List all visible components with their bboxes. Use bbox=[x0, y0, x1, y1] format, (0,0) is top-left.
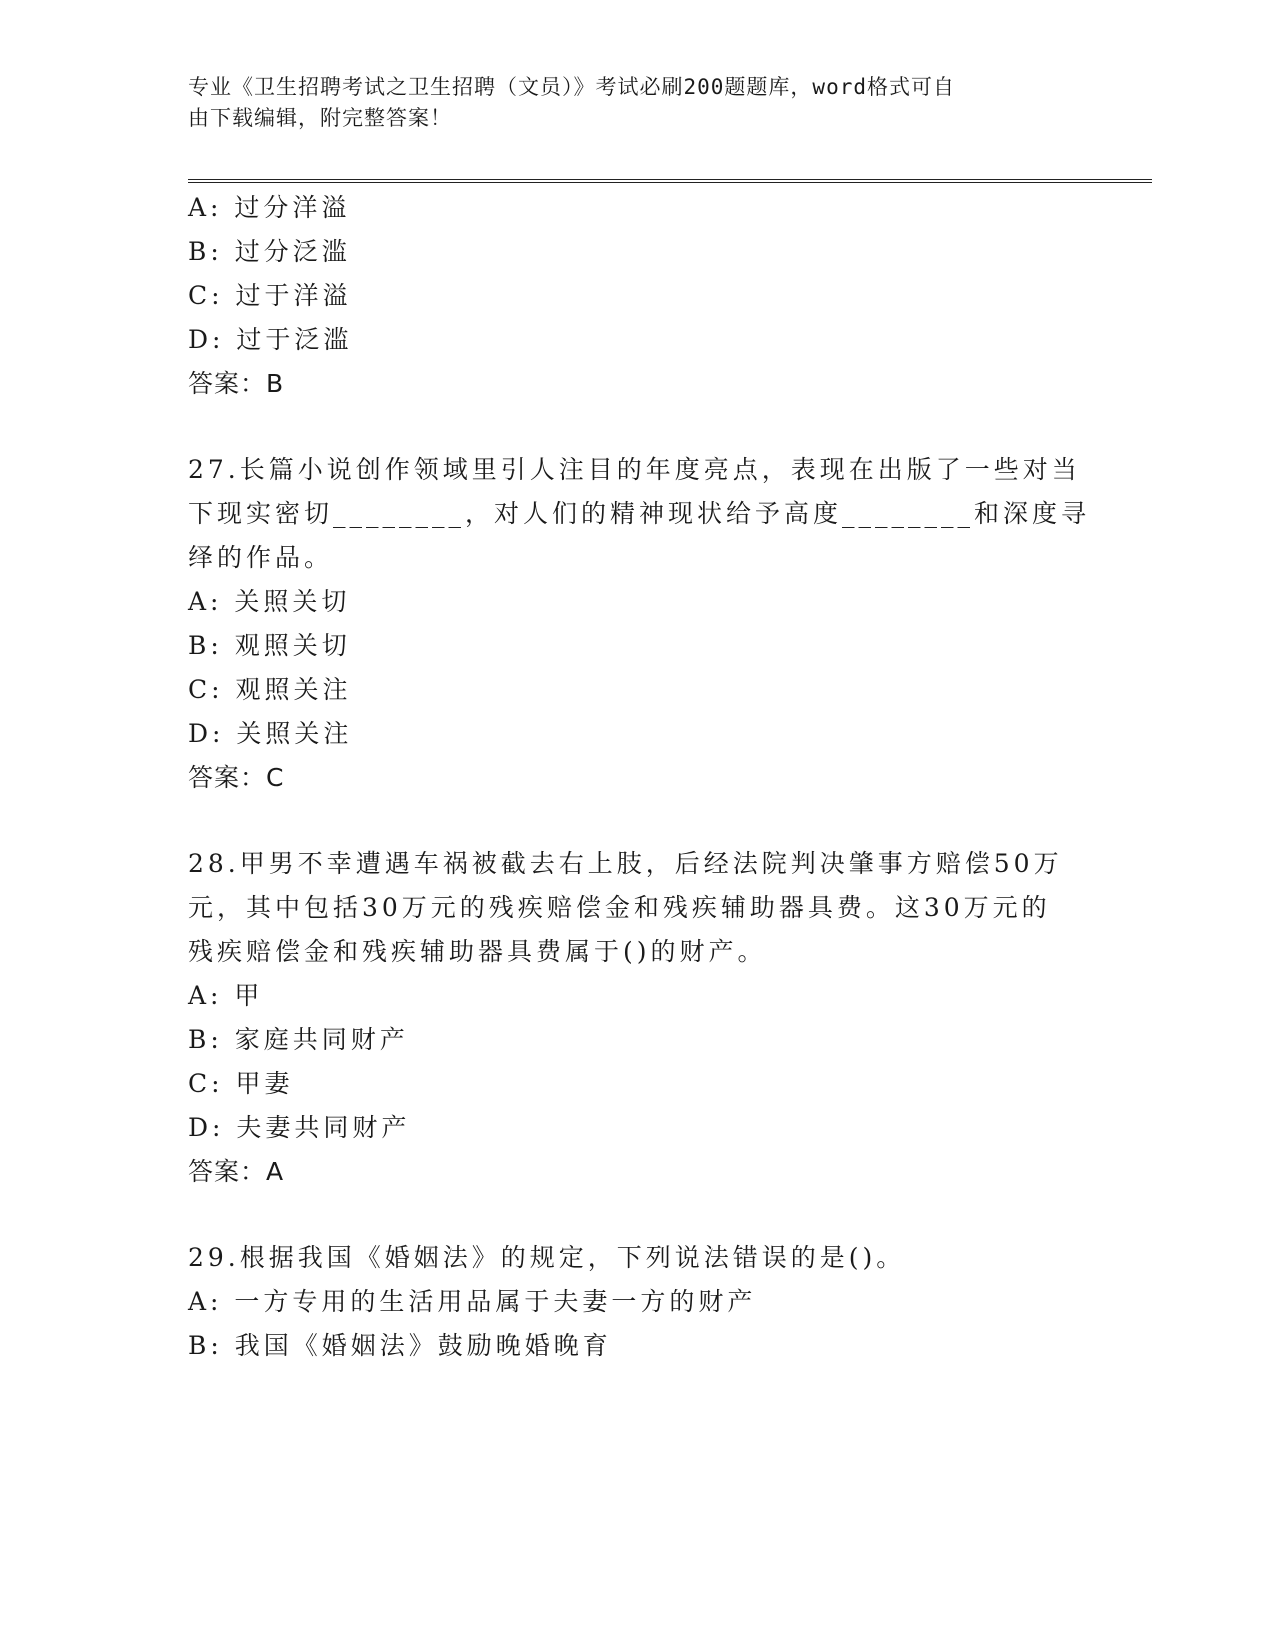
q27-option-c: C: 观照关注 bbox=[188, 675, 352, 704]
q28-option-c: C: 甲妻 bbox=[188, 1069, 294, 1098]
header-divider bbox=[188, 179, 1152, 183]
q27-answer: 答案：C bbox=[188, 763, 285, 792]
q27-stem-line-1: 27.长篇小说创作领域里引人注目的年度亮点，表现在出版了一些对当 bbox=[188, 455, 1081, 484]
q28-answer: 答案：A bbox=[188, 1157, 285, 1186]
q28-stem-line-2: 元，其中包括30万元的残疾赔偿金和残疾辅助器具费。这30万元的 bbox=[188, 893, 1051, 922]
q26-option-a: A: 过分洋溢 bbox=[188, 193, 351, 222]
q26-option-b: B: 过分泛滥 bbox=[188, 237, 351, 266]
q27-option-d: D: 关照关注 bbox=[188, 719, 353, 748]
q27-stem-line-3: 绎的作品。 bbox=[188, 543, 334, 572]
q28-stem-line-1: 28.甲男不幸遭遇车祸被截去右上肢，后经法院判决肇事方赔偿50万 bbox=[188, 849, 1063, 878]
q27-option-b: B: 观照关切 bbox=[188, 631, 351, 660]
q27-stem-line-2: 下现实密切________，对人们的精神现状给予高度________和深度寻 bbox=[188, 499, 1091, 528]
document-header bbox=[188, 72, 1088, 134]
q28-option-a: A: 甲 bbox=[188, 981, 264, 1010]
q27-option-a: A: 关照关切 bbox=[188, 587, 351, 616]
q26-option-d: D: 过于泛滥 bbox=[188, 325, 353, 354]
q26-answer: 答案：B bbox=[188, 369, 285, 398]
q28-option-d: D: 夫妻共同财产 bbox=[188, 1113, 411, 1142]
q29-stem-line-1: 29.根据我国《婚姻法》的规定，下列说法错误的是()。 bbox=[188, 1243, 906, 1272]
q26-option-c: C: 过于洋溢 bbox=[188, 281, 352, 310]
header-line-2: 由下载编辑，附完整答案！ bbox=[188, 106, 452, 130]
header-line-1: 专业《卫生招聘考试之卫生招聘（文员）》考试必刷200题题库，word格式可自 bbox=[188, 75, 955, 99]
q29-option-a: A: 一方专用的生活用品属于夫妻一方的财产 bbox=[188, 1287, 757, 1316]
q29-option-b: B: 我国《婚姻法》鼓励晚婚晚育 bbox=[188, 1331, 612, 1360]
q28-option-b: B: 家庭共同财产 bbox=[188, 1025, 409, 1054]
q28-stem-line-3: 残疾赔偿金和残疾辅助器具费属于()的财产。 bbox=[188, 937, 767, 966]
